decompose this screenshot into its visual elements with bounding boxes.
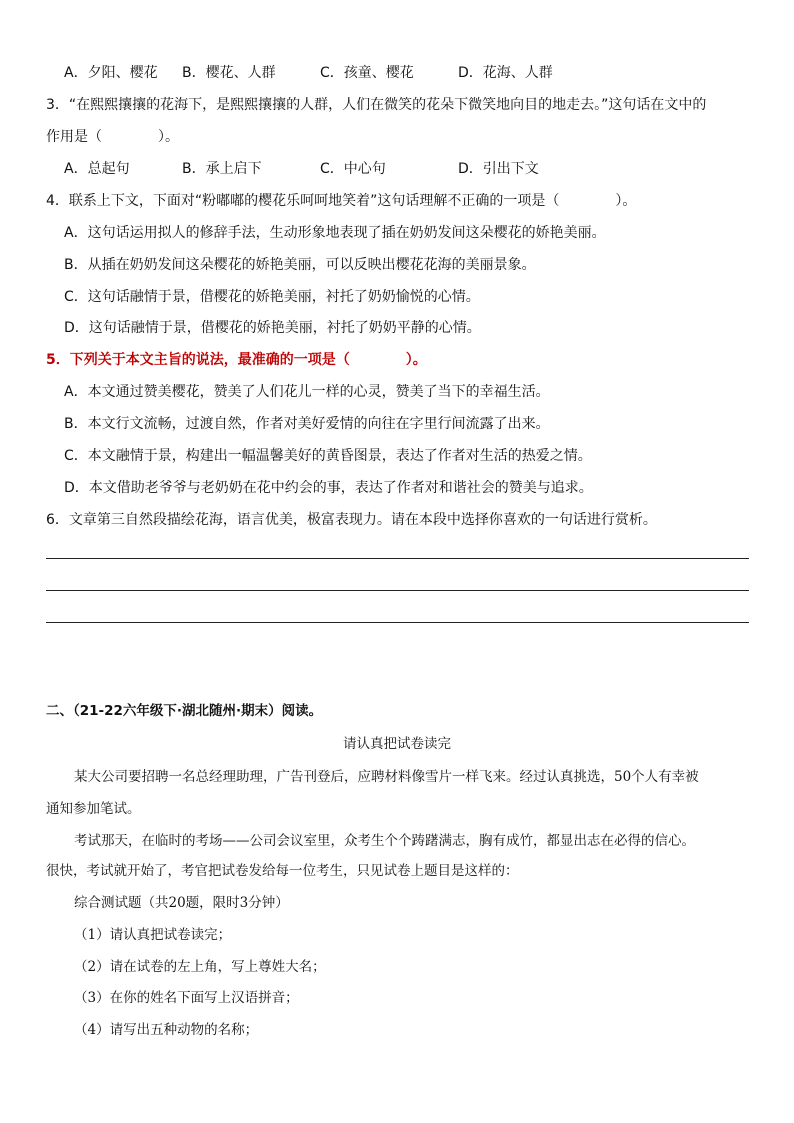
- q3-option-b: B．承上启下: [182, 161, 262, 177]
- q5-option-b: B．本文行文流畅，过渡自然，作者对美好爱情的向往在字里行间流露了出来。: [64, 416, 550, 432]
- q4-option-a: A．这句话运用拟人的修辞手法，生动形象地表现了插在奶奶发间这朵樱花的娇艳美丽。: [64, 225, 606, 241]
- passage-paragraph-2-line2: 很快，考试就开始了，考官把试卷发给每一位考生，只见试卷上题目是这样的：: [46, 863, 519, 879]
- answer-line-3[interactable]: [46, 622, 749, 623]
- q3-stem-line1: 3．“在熙熙攘攘的花海下，是熙熙攘攘的人群，人们在微笑的花朵下微笑地向目的地走去。”这句话在文中的: [46, 97, 707, 113]
- section-heading: 二、（21-22六年级下·湖北随州·期末）阅读。: [46, 703, 323, 719]
- q3-option-d: D．引出下文: [458, 161, 539, 177]
- q5-option-a: A．本文通过赞美樱花，赞美了人们花儿一样的心灵，赞美了当下的幸福生活。: [64, 384, 550, 400]
- q3-option-c: C．中心句: [320, 161, 386, 177]
- q5-option-c: C．本文融情于景，构建出一幅温馨美好的黄昏图景，表达了作者对生活的热爱之情。: [64, 448, 592, 464]
- passage-title: 请认真把试卷读完: [343, 736, 451, 752]
- passage-paragraph-1-line1: 某大公司要招聘一名总经理助理，广告刊登后，应聘材料像雪片一样飞来。经过认真挑选，50个人有幸被: [74, 769, 699, 785]
- passage-paragraph-2-line1: 考试那天，在临时的考场——公司会议室里，众考生个个踌躇满志，胸有成竹，都显出志在必得的信心。: [74, 833, 695, 849]
- answer-line-1[interactable]: [46, 558, 749, 559]
- q4-option-c: C．这句话融情于景，借樱花的娇艳美丽，衬托了奶奶愉悦的心情。: [64, 289, 480, 305]
- q2-option-b: B．樱花、人群: [182, 65, 276, 81]
- q5-option-d: D．本文借助老爷爷与老奶奶在花中约会的事，表达了作者对和谐社会的赞美与追求。: [64, 480, 593, 496]
- q4-option-b: B．从插在奶奶发间这朵樱花的娇艳美丽，可以反映出樱花花海的美丽景象。: [64, 257, 536, 273]
- q3-stem-line2: 作用是（ ）。: [46, 129, 179, 145]
- q2-option-a: A．夕阳、樱花: [64, 65, 158, 81]
- passage-paragraph-1-line2: 通知参加笔试。: [46, 801, 141, 817]
- q2-option-d: D．花海、人群: [458, 65, 553, 81]
- q3-options: [64, 159, 539, 179]
- test-item-4: （4）请写出五种动物的名称；: [74, 1022, 259, 1038]
- q4-stem: 4．联系上下文，下面对“粉嘟嘟的樱花乐呵呵地笑着”这句话理解不正确的一项是（ ）。: [46, 193, 637, 209]
- test-header: 综合测试题（共20题，限时3分钟）: [74, 895, 289, 911]
- test-item-3: （3）在你的姓名下面写上汉语拼音；: [74, 990, 299, 1006]
- q5-stem: 5．下列关于本文主旨的说法，最准确的一项是（ ）。: [46, 352, 427, 368]
- test-item-2: （2）请在试卷的左上角，写上尊姓大名；: [74, 959, 326, 975]
- test-item-1: （1）请认真把试卷读完；: [74, 927, 232, 943]
- q2-options: [64, 63, 553, 83]
- q4-option-d: D．这句话融情于景，借樱花的娇艳美丽，衬托了奶奶平静的心情。: [64, 320, 481, 336]
- q2-option-c: C．孩童、樱花: [320, 65, 414, 81]
- q3-option-a: A．总起句: [64, 161, 130, 177]
- q6-stem: 6．文章第三自然段描绘花海，语言优美，极富表现力。请在本段中选择你喜欢的一句话进行赏析。: [46, 512, 657, 528]
- answer-line-2[interactable]: [46, 590, 749, 591]
